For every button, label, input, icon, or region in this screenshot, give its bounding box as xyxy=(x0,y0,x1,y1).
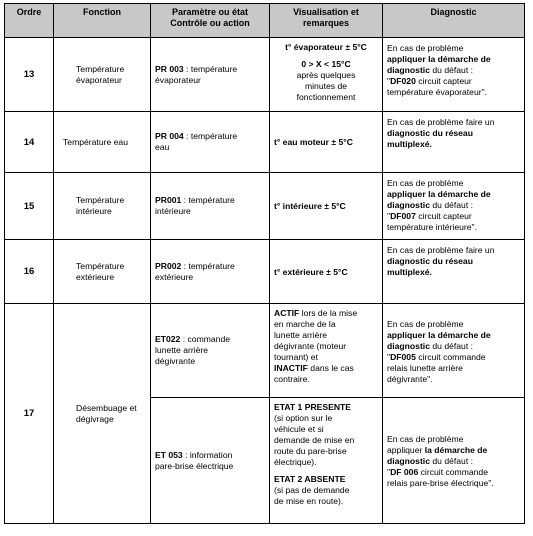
parameter-text: : température xyxy=(183,63,238,74)
function-line: Température xyxy=(76,260,125,271)
diagnostic-line xyxy=(387,211,520,222)
diagnostic-table-wrapper xyxy=(4,3,525,524)
diagnostic-line: En cas de problème xyxy=(387,178,464,188)
parameter-text: : température xyxy=(181,195,235,205)
diagnostic-table xyxy=(4,3,525,524)
parameter-line: eau xyxy=(155,142,170,152)
diagnostic-line xyxy=(387,456,520,467)
function-line: dégivrage xyxy=(76,413,114,424)
visualisation-line: électrique). xyxy=(274,457,317,467)
diagnostic-line xyxy=(387,200,520,211)
diagnostic-bold: diagnostic xyxy=(387,340,430,351)
row-visualisation xyxy=(270,398,383,524)
diagnostic-line: relais lunette arrière xyxy=(387,362,463,373)
row-diagnostic xyxy=(383,398,525,524)
diagnostic-text: du défaut : xyxy=(429,200,473,210)
row-visualisation xyxy=(270,240,383,304)
row-order: 16 xyxy=(5,240,54,304)
diagnostic-line: diagnostic du réseau xyxy=(387,256,473,266)
visualisation-line: ETAT 2 ABSENTE xyxy=(274,474,346,484)
parameter-code: ET 053 xyxy=(155,449,183,460)
fault-code: DF005 xyxy=(390,351,416,362)
diagnostic-line: En cas de problème faire un xyxy=(387,245,495,255)
parameter-line: intérieure xyxy=(155,206,191,216)
diagnostic-line: appliquer la démarche de xyxy=(387,329,491,340)
parameter-line xyxy=(155,450,265,461)
visualisation-line: (si option sur le xyxy=(274,413,333,423)
row-diagnostic xyxy=(383,304,525,398)
diagnostic-text: " xyxy=(387,76,391,86)
row-function xyxy=(54,304,151,524)
parameter-code: ET022 xyxy=(155,334,181,344)
diagnostic-bold: diagnostic xyxy=(387,65,430,75)
header-visualisation xyxy=(270,4,383,38)
table-row xyxy=(5,173,525,240)
row-parameter xyxy=(151,38,270,112)
visualisation-line: lunette arrière xyxy=(274,330,328,340)
row-diagnostic xyxy=(383,240,525,304)
visualisation-line: t° intérieure ± 5°C xyxy=(274,201,346,211)
visualisation-line xyxy=(274,308,378,319)
visualisation-line: après quelques xyxy=(296,70,356,80)
row-parameter xyxy=(151,304,270,398)
diagnostic-line xyxy=(387,76,520,87)
diagnostic-line: En cas de problème xyxy=(387,43,464,53)
header-visualisation-line2: remarques xyxy=(302,18,350,28)
header-diagnostic: Diagnostic xyxy=(383,4,525,38)
diagnostic-text: du défaut : xyxy=(429,456,473,466)
diagnostic-line: appliquer la démarche de xyxy=(387,189,491,199)
diagnostic-line: température intérieure". xyxy=(387,222,477,232)
header-row xyxy=(5,4,525,38)
diagnostic-line xyxy=(387,341,520,352)
diagnostic-text: " xyxy=(387,351,391,362)
parameter-text: : température xyxy=(183,131,238,141)
visualisation-line: tournant) et xyxy=(274,352,318,362)
visualisation-line: route du pare-brise xyxy=(274,446,347,456)
diagnostic-line xyxy=(387,65,520,76)
diagnostic-text: du défaut : xyxy=(429,340,473,351)
diagnostic-bold: diagnostic xyxy=(387,200,430,210)
diagnostic-line: relais pare-brise électrique". xyxy=(387,478,494,488)
row-function xyxy=(54,38,151,112)
parameter-line xyxy=(155,64,265,75)
parameter-line: pare-brise électrique xyxy=(155,460,234,471)
parameter-code: PR001 xyxy=(155,195,182,205)
diagnostic-text: circuit commande xyxy=(415,351,486,362)
fault-code: DF 006 xyxy=(390,467,419,477)
row-visualisation xyxy=(270,38,383,112)
visualisation-line: 0 > X < 15°C xyxy=(301,59,351,69)
function-line: intérieure xyxy=(76,206,112,216)
function-line: extérieure xyxy=(76,271,115,282)
parameter-line xyxy=(155,334,265,345)
visualisation-line: t° évaporateur ± 5°C xyxy=(285,42,367,52)
row-order: 17 xyxy=(5,304,54,524)
diagnostic-text: circuit commande xyxy=(418,467,488,477)
parameter-line xyxy=(155,261,265,272)
parameter-line xyxy=(155,131,265,142)
header-visualisation-line1: Visualisation et xyxy=(293,7,359,17)
visualisation-line: minutes de xyxy=(304,81,348,91)
row-parameter xyxy=(151,240,270,304)
visualisation-line: demande de mise en xyxy=(274,435,355,445)
fault-code: DF020 xyxy=(390,76,416,86)
diagnostic-text: circuit capteur xyxy=(415,211,472,221)
diagnostic-line: En cas de problème faire un xyxy=(387,117,495,127)
parameter-code: PR002 xyxy=(155,260,182,271)
table-row xyxy=(5,38,525,112)
header-parametre xyxy=(151,4,270,38)
diagnostic-line: En cas de problème xyxy=(387,434,464,444)
diagnostic-line: En cas de problème xyxy=(387,318,464,329)
row-diagnostic xyxy=(383,38,525,112)
diagnostic-line xyxy=(387,352,520,363)
diagnostic-text: " xyxy=(387,211,391,221)
header-ordre: Ordre xyxy=(5,4,54,38)
function-line: Désembuage et xyxy=(76,402,137,413)
diagnostic-line xyxy=(387,467,520,478)
row-visualisation xyxy=(270,173,383,240)
parameter-line xyxy=(155,195,265,206)
row-function: Température eau xyxy=(54,112,151,173)
parameter-text: : commande xyxy=(180,334,231,344)
diagnostic-line: multiplexé. xyxy=(387,139,432,149)
table-row xyxy=(5,240,525,304)
function-line: évaporateur xyxy=(76,74,122,85)
diagnostic-line: température évaporateur". xyxy=(387,87,488,97)
state-label: INACTIF xyxy=(274,363,308,373)
diagnostic-text: circuit capteur xyxy=(415,76,472,86)
visualisation-line: ETAT 1 PRESENTE xyxy=(274,402,352,412)
row-function xyxy=(54,240,151,304)
diagnostic-line: appliquer la démarche de xyxy=(387,54,491,64)
visualisation-line xyxy=(274,363,378,374)
table-row xyxy=(5,112,525,173)
table-row xyxy=(5,304,525,398)
diagnostic-text: appliquer xyxy=(387,445,425,455)
diagnostic-line: dégivrante". xyxy=(387,373,433,384)
state-label: ACTIF xyxy=(274,308,300,318)
diagnostic-line xyxy=(387,445,520,456)
row-order: 15 xyxy=(5,173,54,240)
parameter-line: lunette arrière xyxy=(155,345,209,355)
row-parameter xyxy=(151,173,270,240)
parameter-code: PR 004 xyxy=(155,131,184,141)
visualisation-line: fonctionnement xyxy=(296,92,356,102)
header-parametre-line1: Paramètre ou état xyxy=(171,7,249,17)
parameter-text: : information xyxy=(182,449,233,460)
header-fonction: Fonction xyxy=(54,4,151,38)
visualisation-line: contraire. xyxy=(274,374,310,384)
fault-code: DF007 xyxy=(390,211,416,221)
visualisation-line: de mise en route). xyxy=(274,496,344,506)
header-parametre-line2: Contrôle ou action xyxy=(170,18,250,28)
diagnostic-text: du défaut : xyxy=(429,65,473,75)
diagnostic-text: " xyxy=(387,467,391,477)
row-diagnostic xyxy=(383,112,525,173)
row-parameter xyxy=(151,112,270,173)
visualisation-line: en marche de la xyxy=(274,319,336,329)
diagnostic-line: multiplexé. xyxy=(387,267,432,277)
visualisation-line: (si pas de demande xyxy=(274,485,350,495)
parameter-line: dégivrante xyxy=(155,356,196,366)
visualisation-text: lors de la mise xyxy=(299,308,358,318)
row-visualisation xyxy=(270,112,383,173)
row-function xyxy=(54,173,151,240)
parameter-code: PR 003 xyxy=(155,63,184,74)
diagnostic-line: diagnostic du réseau xyxy=(387,128,473,138)
diagnostic-bold: diagnostic xyxy=(387,456,430,466)
row-order: 14 xyxy=(5,112,54,173)
row-parameter xyxy=(151,398,270,524)
parameter-line: extérieure xyxy=(155,271,194,282)
function-line: Température xyxy=(76,195,125,205)
row-order: 13 xyxy=(5,38,54,112)
function-line: Température xyxy=(76,63,125,74)
visualisation-text: dans le cas xyxy=(307,363,354,373)
visualisation-line: véhicule et si xyxy=(274,424,324,434)
visualisation-line: t° extérieure ± 5°C xyxy=(274,266,348,277)
visualisation-line: dégivrante (moteur xyxy=(274,341,347,351)
visualisation-line: t° eau moteur ± 5°C xyxy=(274,137,353,147)
diagnostic-bold: la démarche de xyxy=(424,445,488,455)
row-diagnostic xyxy=(383,173,525,240)
parameter-text: : température xyxy=(181,260,235,271)
parameter-line: évaporateur xyxy=(155,74,201,85)
row-visualisation xyxy=(270,304,383,398)
